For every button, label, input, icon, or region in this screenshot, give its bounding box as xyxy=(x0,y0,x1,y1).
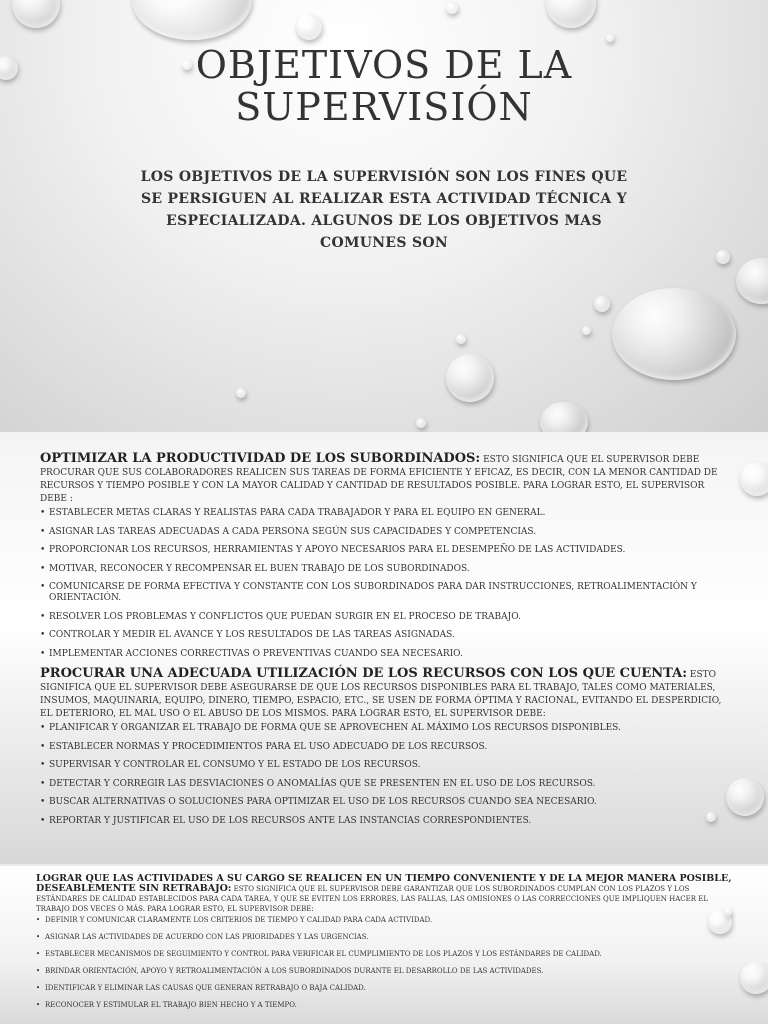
slide-objectives-2 xyxy=(0,866,768,1024)
list-item: • MOTIVAR, RECONOCER Y RECOMPENSAR EL BUEN TRABAJO DE LOS SUBORDINADOS. xyxy=(40,564,734,575)
water-drop-decoration xyxy=(416,418,426,428)
list-item: • IMPLEMENTAR ACCIONES CORRECTIVAS O PREVENTIVAS CUANDO SEA NECESARIO. xyxy=(40,649,734,660)
list-item: • BRINDAR ORIENTACIÓN, APOYO Y RETROALIMENTACIÓN A LOS SUBORDINADOS DURANTE EL DESARROLLO DE LAS ACTIVIDADES. xyxy=(36,967,734,976)
slide-subtitle: LOS OBJETIVOS DE LA SUPERVISIÓN SON LOS FINES QUE SE PERSIGUEN AL REALIZAR ESTA ACTIVIDAD TÉCNICA Y ESPECIALIZADA. ALGUNOS DE LOS OBJETIVOS MAS COMUNES SON xyxy=(140,169,628,251)
list-item: • DEFINIR Y COMUNICAR CLARAMENTE LOS CRITERIOS DE TIEMPO Y CALIDAD PARA CADA ACTIVIDAD. xyxy=(36,916,734,925)
list-item: • ASIGNAR LAS TAREAS ADECUADAS A CADA PERSONA SEGÚN SUS CAPACIDADES Y COMPETENCIAS. xyxy=(40,527,734,538)
section-resources xyxy=(40,667,734,721)
title-line: SUPERVISIÓN xyxy=(235,85,533,129)
slide-content xyxy=(40,452,734,834)
list-item: • ESTABLECER METAS CLARAS Y REALISTAS PARA CADA TRABAJADOR Y PARA EL EQUIPO EN GENERAL. xyxy=(40,508,734,519)
slide-objectives-1 xyxy=(0,432,768,864)
list-item: • PLANIFICAR Y ORGANIZAR EL TRABAJO DE FORMA QUE SE APROVECHEN AL MÁXIMO LOS RECURSOS DISPONIBLES. xyxy=(40,723,734,734)
list-item: • SUPERVISAR Y CONTROLAR EL CONSUMO Y EL ESTADO DE LOS RECURSOS. xyxy=(40,760,734,771)
slide-title xyxy=(0,0,768,432)
water-drop-decoration xyxy=(740,462,768,496)
water-drop-decoration xyxy=(736,258,768,304)
section-productivity xyxy=(40,452,734,506)
water-drop-decoration xyxy=(296,14,322,40)
list-item: • COMUNICARSE DE FORMA EFECTIVA Y CONSTANTE CON LOS SUBORDINADOS PARA DAR INSTRUCCIONES, RETROALIMENTACIÓN Y ORIENTACIÓN. xyxy=(40,582,734,604)
section-intro: ESTO SIGNIFICA QUE EL SUPERVISOR DEBE GARANTIZAR QUE LOS SUBORDINADOS CUMPLAN CON LOS PLAZOS Y LOS ESTÁNDARES DE CALIDAD ESTABLECIDOS PARA CADA TAREA, Y QUE SE EVITEN LOS ERRORES, LAS FALLAS, LAS OMISIONES O LAS CORRECCIONES QUE IMPLIQUEN HACER EL TRABAJO DOS VECES O MÁS. PARA LOGRAR ESTO, EL SUPERVISOR DEBE: xyxy=(36,885,708,913)
slide-title-heading xyxy=(0,44,768,128)
list-item: • DETECTAR Y CORREGIR LAS DESVIACIONES O ANOMALÍAS QUE SE PRESENTEN EN EL USO DE LOS RECURSOS. xyxy=(40,779,734,790)
section-timeliness xyxy=(36,874,734,914)
water-drop-decoration xyxy=(582,326,591,335)
water-drop-decoration xyxy=(132,0,252,40)
slide-content xyxy=(36,874,734,1018)
section-intro: ESTO SIGNIFICA QUE EL SUPERVISOR DEBE PROCURAR QUE SUS COLABORADORES REALICEN SUS TAREAS DE FORMA EFICIENTE Y EFICAZ, ES DECIR, CON LA MENOR CANTIDAD DE RECURSOS Y TIEMPO POSIBLE Y CON LA MAYOR CALIDAD Y CANTIDAD DE RESULTADOS POSIBLE. PARA LOGRAR ESTO, EL SUPERVISOR DEBE : xyxy=(40,455,718,504)
list-item: • ESTABLECER NORMAS Y PROCEDIMIENTOS PARA EL USO ADECUADO DE LOS RECURSOS. xyxy=(40,742,734,753)
water-drop-decoration xyxy=(740,962,768,994)
section-heading: PROCURAR UNA ADECUADA UTILIZACIÓN DE LOS RECURSOS CON LOS QUE CUENTA: xyxy=(40,666,688,681)
list-item: • REPORTAR Y JUSTIFICAR EL USO DE LOS RECURSOS ANTE LAS INSTANCIAS CORRESPONDIENTES. xyxy=(40,816,734,827)
water-drop-decoration xyxy=(446,354,494,402)
water-drop-decoration xyxy=(446,2,458,14)
water-drop-decoration xyxy=(606,34,614,42)
list-item: • ESTABLECER MECANISMOS DE SEGUIMIENTO Y CONTROL PARA VERIFICAR EL CUMPLIMIENTO DE LOS PLAZOS Y LOS ESTÁNDARES DE CALIDAD. xyxy=(36,950,734,959)
list-item: • IDENTIFICAR Y ELIMINAR LAS CAUSAS QUE GENERAN RETRABAJO O BAJA CALIDAD. xyxy=(36,984,734,993)
water-drop-decoration xyxy=(456,334,466,344)
title-line: OBJETIVOS DE LA xyxy=(195,43,573,87)
water-drop-decoration xyxy=(236,388,246,398)
list-item: • CONTROLAR Y MEDIR EL AVANCE Y LOS RESULTADOS DE LAS TAREAS ASIGNADAS. xyxy=(40,630,734,641)
bullet-list xyxy=(40,723,734,827)
list-item: • ASIGNAR LAS ACTIVIDADES DE ACUERDO CON LAS PRIORIDADES Y LAS URGENCIAS. xyxy=(36,933,734,942)
water-drop-decoration xyxy=(546,0,596,28)
section-heading: LOGRAR QUE LAS ACTIVIDADES A SU CARGO SE REALICEN EN UN TIEMPO CONVENIENTE Y DE LA MEJOR MANERA POSIBLE, DESEABLEMENTE SIN RETRABAJO: xyxy=(36,873,732,894)
list-item: • BUSCAR ALTERNATIVAS O SOLUCIONES PARA OPTIMIZAR EL USO DE LOS RECURSOS CUANDO SEA NECESARIO. xyxy=(40,797,734,808)
water-drop-decoration xyxy=(594,296,610,312)
section-intro: ESTO SIGNIFICA QUE EL SUPERVISOR DEBE ASEGURARSE DE QUE LOS RECURSOS DISPONIBLES PARA EL TRABAJO, TALES COMO MATERIALES, INSUMOS, MAQUINARIA, EQUIPO, DINERO, TIEMPO, ESPACIO, ETC., SE USEN DE FORMA ÓPTIMA Y RACIONAL, EVITANDO EL DESPERDICIO, EL DETERIORO, EL MAL USO O EL ABUSO DE LOS MISMOS. PARA LOGRAR ESTO, EL SUPERVISOR DEBE: xyxy=(40,670,722,719)
water-drop-decoration xyxy=(540,402,588,432)
water-drop-decoration xyxy=(716,250,730,264)
list-item: • PROPORCIONAR LOS RECURSOS, HERRAMIENTAS Y APOYO NECESARIOS PARA EL DESEMPEÑO DE LAS ACTIVIDADES. xyxy=(40,545,734,556)
list-item: • RECONOCER Y ESTIMULAR EL TRABAJO BIEN HECHO Y A TIEMPO. xyxy=(36,1001,734,1010)
bullet-list xyxy=(40,508,734,660)
bullet-list xyxy=(36,916,734,1010)
water-drop-decoration xyxy=(612,288,736,380)
water-drop-decoration xyxy=(12,0,60,28)
list-item: • RESOLVER LOS PROBLEMAS Y CONFLICTOS QUE PUEDAN SURGIR EN EL PROCESO DE TRABAJO. xyxy=(40,612,734,623)
section-heading: OPTIMIZAR LA PRODUCTIVIDAD DE LOS SUBORDINADOS: xyxy=(40,451,481,466)
